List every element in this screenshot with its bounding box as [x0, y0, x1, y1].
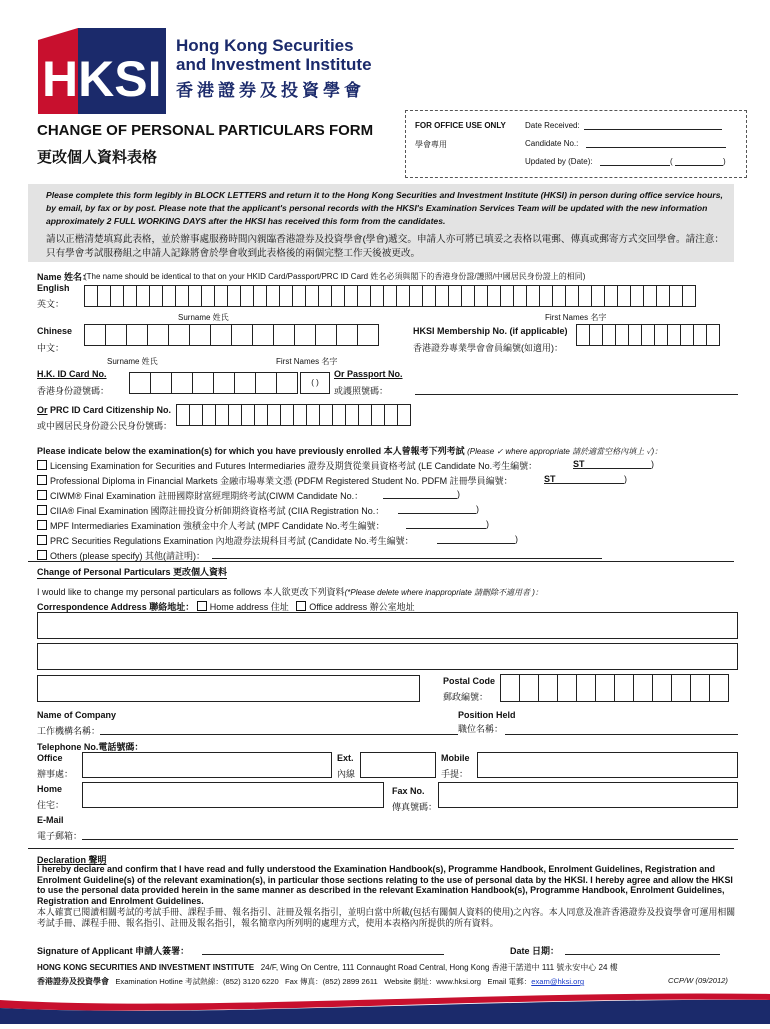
updated-by-paren-close: )	[723, 157, 726, 166]
exam-item-close: )	[486, 519, 489, 529]
name-note: (The name should be identical to that on your HKID Card/Passport/PRC ID Card 姓名必須與閣下的香港身份證/護照/中國居民身份證上的相同)	[84, 272, 586, 281]
change-section-title: Change of Personal Particulars 更改個人資料	[37, 567, 228, 577]
exam-checkbox[interactable]	[37, 475, 47, 485]
exam-item-close: )	[651, 459, 654, 469]
address-line-3[interactable]	[37, 675, 420, 702]
correspondence-label: Correspondence Address 聯絡地址：	[37, 602, 195, 612]
exam-item[interactable]	[37, 534, 414, 547]
postal-code-grid[interactable]	[500, 674, 728, 702]
office-phone-label-zh: 辦事處：	[37, 769, 74, 779]
updated-by-paren-open: (	[670, 157, 673, 166]
exam-item[interactable]	[37, 504, 384, 517]
email-label-zh: 電子郵箱：	[37, 831, 83, 841]
chinese-name-label-zh: 中文：	[37, 343, 65, 353]
exam-item-close: )	[457, 489, 460, 499]
ext-input[interactable]	[360, 752, 436, 778]
exam-item-line[interactable]	[544, 483, 624, 484]
exam-item-label: CIWM® Final Examination 註冊國際財富經理期終考試(CIWM Candidate No.：	[50, 491, 364, 501]
exam-item-prefix: ST	[573, 459, 585, 469]
chinese-first-names-caption: First Names 名字	[276, 357, 338, 366]
footer-website: Website 網址：www.hksi.org	[384, 977, 482, 986]
passport-label-en: Or Passport No.	[334, 369, 403, 379]
form-title-zh: 更改個人資料表格	[37, 149, 158, 166]
membership-label-en: HKSI Membership No. (if applicable)	[413, 326, 568, 336]
form-title-en: CHANGE OF PERSONAL PARTICULARS FORM	[37, 122, 374, 139]
english-name-label-zh: 英文：	[37, 299, 65, 309]
ext-label-en: Ext.	[337, 753, 354, 763]
candidate-no-line[interactable]	[586, 147, 726, 148]
home-phone-label-en: Home	[37, 784, 63, 794]
home-address-checkbox[interactable]	[197, 601, 207, 611]
exam-checkbox[interactable]	[37, 505, 47, 515]
brand-name-line2: and Investment Institute	[176, 55, 372, 74]
exam-item[interactable]	[37, 519, 385, 532]
mobile-label-zh: 手提：	[441, 769, 469, 779]
position-label-en: Position Held	[458, 710, 516, 720]
fax-label-zh: 傳真號碼：	[392, 802, 438, 812]
exam-item-close: )	[515, 534, 518, 544]
exam-item-label: MPF Intermediaries Examination 強積金中介人考試 (MPF Candidate No.考生編號：	[50, 521, 385, 531]
fax-label-en: Fax No.	[392, 786, 425, 796]
home-phone-label-zh: 住宅：	[37, 800, 65, 810]
exam-item-line[interactable]	[573, 468, 651, 469]
fax-input[interactable]	[438, 782, 738, 808]
chinese-name-grid[interactable]	[84, 324, 378, 346]
exam-item-line[interactable]	[212, 558, 602, 559]
chinese-surname-caption: Surname 姓氏	[107, 357, 158, 366]
postal-code-label-zh: 郵政編號：	[443, 692, 489, 702]
updated-by-label: Updated by (Date):	[525, 157, 593, 166]
signature-label: Signature of Applicant 申請人簽署：	[37, 946, 190, 956]
exams-intro	[37, 444, 662, 457]
name-label: Name 姓名：	[37, 272, 92, 282]
prc-label-zh: 或中國居民身份證公民身份號碼：	[37, 421, 173, 431]
office-phone-input[interactable]	[82, 752, 332, 778]
office-address-checkbox[interactable]	[296, 601, 306, 611]
footer-email-link[interactable]: exam@hksi.org	[531, 977, 585, 986]
english-name-grid[interactable]	[84, 285, 695, 307]
exam-item-label: PRC Securities Regulations Examination 內地證券法規科目考試 (Candidate No.考生編號：	[50, 536, 414, 546]
hkid-label-zh: 香港身份證號碼：	[37, 386, 110, 396]
exam-checkbox[interactable]	[37, 550, 47, 560]
membership-grid[interactable]	[576, 324, 719, 346]
change-intro	[37, 585, 543, 598]
passport-label-zh: 或護照號碼：	[334, 386, 389, 396]
date-line[interactable]	[565, 954, 720, 955]
exam-item[interactable]	[37, 474, 513, 487]
mobile-input[interactable]	[477, 752, 738, 778]
ext-label-zh: 內線	[337, 769, 356, 779]
brand-name-zh: 香港證券及投資學會	[176, 81, 365, 100]
exam-checkbox[interactable]	[37, 460, 47, 470]
section-divider	[28, 848, 734, 849]
footer-fax: Fax 傳真：(852) 2899 2611	[285, 977, 378, 986]
updated-by-line[interactable]	[600, 165, 670, 166]
exam-item-prefix: ST	[544, 474, 556, 484]
exam-item-close: )	[624, 474, 627, 484]
signature-line[interactable]	[202, 954, 444, 955]
change-intro-text: I would like to change my personal particulars as follows 本人欲更改下列資料	[37, 587, 345, 597]
date-received-line[interactable]	[584, 129, 722, 130]
company-label-en: Name of Company	[37, 710, 117, 720]
notice-text-zh: 請以正楷清楚填寫此表格，並於辦事處服務時間內親臨香港證券及投資學會(學會)遞交。申請人亦可將已填妥之表格以電郵、傳真或郵寄方式交回學會。請注意：只有學會考試服務組之申請人記錄將會於學會收到此表格後的兩個完整工作天後被更改。	[46, 234, 724, 259]
email-line[interactable]	[82, 839, 738, 840]
exam-item-line[interactable]	[437, 543, 515, 544]
hkid-label-en: H.K. ID Card No.	[37, 369, 107, 379]
mobile-label-en: Mobile	[441, 753, 470, 763]
exams-intro-text: Please indicate below the examination(s) for which you have previously enrolled 本人曾報考下列考試	[37, 446, 465, 456]
membership-label-zh: 香港證券專業學會會員編號(如適用)：	[413, 343, 563, 353]
footer-org-zh: 香港證券及投資學會	[37, 977, 109, 986]
english-first-names-caption: First Names 名字	[545, 313, 607, 322]
section-divider	[28, 561, 734, 562]
office-use-label-zh: 學會專用	[415, 140, 447, 149]
address-line-1[interactable]	[37, 612, 738, 639]
candidate-no-label: Candidate No.:	[525, 139, 579, 148]
address-line-2[interactable]	[37, 643, 738, 670]
exam-item-label: Others (please specify) 其他(請註明)：	[50, 551, 206, 561]
declaration-title: Declaration 聲明	[37, 855, 107, 865]
footer-line-2	[37, 976, 584, 987]
prc-label-en: Or PRC ID Card Citizenship No.	[37, 405, 172, 415]
telephone-label: Telephone No.電話號碼：	[37, 742, 144, 752]
position-line[interactable]	[505, 734, 738, 735]
company-line[interactable]	[100, 734, 458, 735]
footer-hotline: Examination Hotline 考試熱線：(852) 3120 6220	[115, 977, 279, 986]
exam-item-line[interactable]	[406, 528, 486, 529]
notice-text-en: Please complete this form legibly in BLOCK LETTERS and return it to the Hong Kong Securities and Investment Institute (HKSI) in person during office service hours, by email, by fax or by post. Please note that the applicant's personal records with the HKSI's Examination Services Team will be updated with the new information approximately 2 FULL WORKING DAYS after the HKSI has received this form from the candidates.	[46, 190, 723, 226]
exam-item-label: Licensing Examination for Securities and Futures Intermediaries 證券及期貨從業員資格考試 (LE Candidate No.考生編號：	[50, 461, 538, 471]
postal-code-label-en: Postal Code	[443, 676, 496, 686]
prc-grid[interactable]	[176, 404, 410, 426]
form-code: CCP/W (09/2012)	[668, 976, 728, 985]
passport-line[interactable]	[415, 394, 738, 395]
exam-item[interactable]	[37, 459, 537, 472]
exam-item[interactable]	[37, 489, 363, 502]
logo-text: HKSI	[42, 51, 162, 107]
hkid-grid[interactable]	[129, 372, 297, 394]
hksi-logo	[38, 26, 168, 114]
position-label-zh: 職位名稱：	[458, 724, 504, 734]
exam-item-line[interactable]	[398, 513, 476, 514]
exam-item-label: CIIA® Final Examination 國際註冊投資分析師期終資格考試 (CIIA Registration No.：	[50, 506, 385, 516]
exam-item-line[interactable]	[383, 498, 457, 499]
change-intro-hint: (*Please delete where inappropriate 請刪除不適用者 )：	[344, 588, 543, 597]
exam-checkbox[interactable]	[37, 520, 47, 530]
declaration-text-en: I hereby declare and confirm that I have read and fully understood the Examination Handbook(s), Programme Handbook, Enrolment Guidelines, Registration and Enrolment Guideline(s) of the relevant examination(s), in particular those sections relating to the use of personal data by the HKSI. I hereby agree and allow the HKSI to use the personal data provided herein in the same manner as described in the relevant Examination Handbook(s), Programme Handbook, Enrolment Guidelines, Registration and Enrolment Guidelines.	[37, 864, 733, 906]
brand-name-line1: Hong Kong Securities	[176, 36, 354, 55]
declaration-text-zh: 本人確實已閱讀相關考試的考試手冊、課程手冊、報名指引、註冊及報名指引，並明白當中所載(包括有關個人資料的使用)之內容。本人同意及准許香港證券及投資學會可運用相關考試手冊、課程手冊、報名指引、註冊及報名指引，報名簡章內所列明的處理方式，使用本表格內所提供的所有資料。	[37, 907, 736, 928]
chinese-name-label: Chinese	[37, 326, 73, 336]
hkid-check-digit-box[interactable]	[300, 372, 330, 394]
footer-line-1	[37, 962, 618, 973]
date-received-label: Date Received:	[525, 121, 580, 130]
exam-item-close: )	[476, 504, 479, 514]
exam-checkbox[interactable]	[37, 490, 47, 500]
exam-checkbox[interactable]	[37, 535, 47, 545]
footer-swoosh	[0, 990, 770, 1024]
email-label-en: E-Mail	[37, 815, 64, 825]
updated-by-initials-line[interactable]	[675, 165, 723, 166]
office-phone-label-en: Office	[37, 753, 63, 763]
date-label: Date 日期：	[510, 946, 560, 956]
footer-org-en: HONG KONG SECURITIES AND INVESTMENT INSTITUTE	[37, 963, 255, 972]
home-address-label: Home address 住址	[209, 602, 289, 612]
exams-intro-hint: (Please ✓ where appropriate 請於適當空格內填上 ✓)：	[467, 447, 663, 456]
office-address-label: Office address 辦公室地址	[309, 602, 415, 612]
english-surname-caption: Surname 姓氏	[178, 313, 229, 322]
hkid-check-digit-bracket: ( )	[311, 378, 319, 387]
english-name-label: English	[37, 283, 70, 293]
exam-item-label: Professional Diploma in Financial Markets 金融市場專業文憑 (PDFM Registered Student No. PDFM 註冊學員編號：	[50, 476, 513, 486]
company-label-zh: 工作機構名稱：	[37, 726, 101, 736]
footer-address: 24/F, Wing On Centre, 111 Connaught Road Central, Hong Kong 香港干諾道中 111 號永安中心 24 樓	[260, 963, 618, 972]
footer-email-label: Email 電郵：	[487, 977, 532, 986]
office-use-label-en: FOR OFFICE USE ONLY	[415, 121, 506, 130]
home-phone-input[interactable]	[82, 782, 384, 808]
